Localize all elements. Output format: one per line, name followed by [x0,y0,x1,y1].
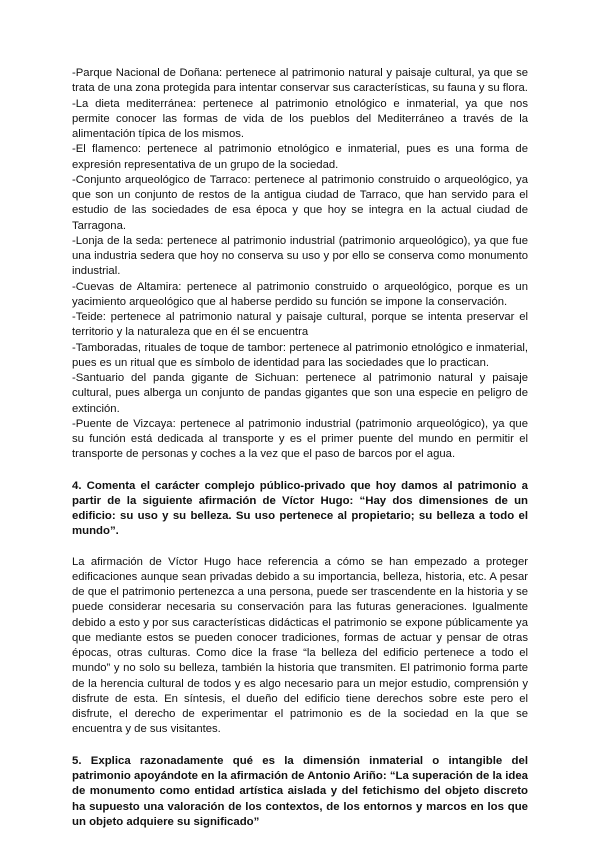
list-item-flamenco: -El flamenco: pertenece al patrimonio etnológico e inmaterial, pues es una forma de expresión representativa de un grupo de la sociedad. [72,143,528,171]
section-spacer [72,540,528,555]
section-spacer [72,738,528,754]
list-item-tarraco: -Conjunto arqueológico de Tarraco: pertenece al patrimonio construido o arqueológico, ya que son un conjunto de restos de la antigua ciudad de Tarraco, que han servido para el estudio de las sociedades de esa época y que hoy se integra en la actual ciudad de Tarragona. [72,173,528,232]
list-item-puente-vizcaya: -Puente de Vizcaya: pertenece al patrimonio industrial (patrimonio arqueológico), ya que su función está dedicada al transporte y es el primer puente del mundo en permitir el transporte de personas y coches a la vez que el paso de barcos por el agua. [72,417,528,461]
question-5-heading: 5. Explica razonadamente qué es la dimensión inmaterial o intangible del patrimonio apoyándote en la afirmación de Antonio Ariño: “La superación de la idea de monumento como entidad artística aislada y del fetichismo del objeto discreto ha supuesto una valoración de los contextos, de los entornos y marcos en los que un objeto adquiere su significado” [72,754,528,828]
question-4-answer: La afirmación de Víctor Hugo hace referencia a cómo se han empezado a proteger edificaciones aunque sean privadas debido a su importancia, belleza, historia, etc. A pesar de que el patrimonio pertenezca a una persona, puede ser trascendente en la historia y se puede considerar necesaria su conservación para las futuras generaciones. Igualmente debido a esto y por sus características didácticas el patrimonio se expone públicamente ya que mediante estos se pueden conocer tradiciones, formas de actuar y pensar de otras épocas, otras culturas. Como dice la frase “la belleza del edificio pertenece a todo el mundo” y no solo su belleza, también la historia que transmiten. El patrimonio forma parte de la herencia cultural de todos y es algo necesario para un mejor estudio, comprensión y disfrute de esta. En síntesis, el dueño del edificio tiene derechos sobre este pero el disfrute, el derecho de experimentar el patrimonio es de la sociedad en la que se encuentra y de sus visitantes. [72,555,528,736]
list-item-donana: -Parque Nacional de Doñana: pertenece al patrimonio natural y paisaje cultural, ya que se trata de una zona protegida para intentar conservar sus características, su fauna y su flora. [72,67,528,95]
section-spacer [72,463,528,479]
list-item-tamboradas: -Tamboradas, rituales de toque de tambor: pertenece al patrimonio etnológico e inmaterial, pues es un ritual que es símbolo de identidad para las sociedades que lo practican. [72,341,528,369]
list-item-lonja-seda: -Lonja de la seda: pertenece al patrimonio industrial (patrimonio arqueológico), ya que fue una industria sedera que hoy no conserva su uso y por ello se conserva como monumento industrial. [72,234,528,278]
document-body [72,66,528,830]
question-4-heading: 4. Comenta el carácter complejo público-privado que hoy damos al patrimonio a partir de la siguiente afirmación de Víctor Hugo: “Hay dos dimensiones de un edificio: su uso y su belleza. Su uso pertenece al propietario; su belleza a todo el mundo”. [72,479,528,538]
list-item-panda-sichuan: -Santuario del panda gigante de Sichuan: pertenece al patrimonio natural y paisaje cultural, pues alberga un conjunto de pandas gigantes que son una especie en peligro de extinción. [72,372,528,415]
list-item-dieta-mediterranea: -La dieta mediterránea: pertenece al patrimonio etnológico e inmaterial, ya que nos permite conocer las formas de vida de los pueblos del Mediterráneo a través de la alimentación típica de los mismos. [72,97,528,140]
list-item-altamira: -Cuevas de Altamira: pertenece al patrimonio construido o arqueológico, porque es un yacimiento arqueológico que al haberse perdido su función se impone la conservación. [72,280,528,308]
list-item-teide: -Teide: pertenece al patrimonio natural y paisaje cultural, porque se intenta preservar el territorio y la naturaleza que en él se encuentra [72,311,528,339]
